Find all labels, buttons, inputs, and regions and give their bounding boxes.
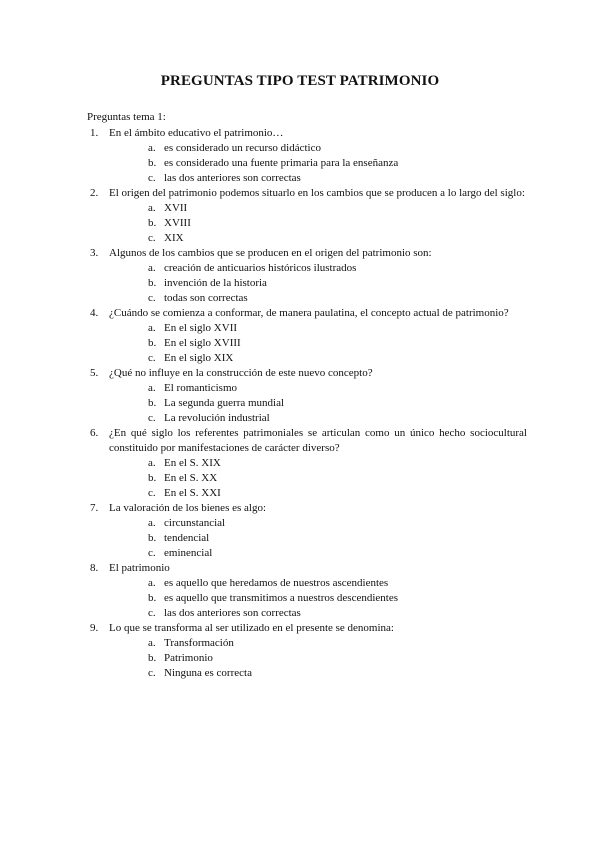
option-text: En el siglo XVII [164,322,238,334]
answer-option [128,291,527,306]
option-text: todas son correctas [164,292,248,304]
option-letter: b. [148,337,157,349]
option-text: XVIII [164,217,191,229]
option-text: La revolución industrial [164,412,270,424]
question-number: 1. [90,127,99,139]
option-text: invención de la historia [164,277,267,289]
answer-option [128,231,527,246]
option-letter: b. [148,592,157,604]
question-text: ¿En qué siglo los referentes patrimoniales se articulan como un único hecho sociocultural constituido por manifestaciones de carácter diverso? [109,427,527,454]
option-letter: b. [148,652,157,664]
question-text: ¿Cuándo se comienza a conformar, de manera paulatina, el concepto actual de patrimonio? [109,307,509,319]
option-list [109,321,527,366]
option-letter: c. [148,667,156,679]
option-text: las dos anteriores son correctas [164,607,301,619]
answer-option [128,516,527,531]
question-number: 5. [90,367,99,379]
answer-option [128,141,527,156]
question-text: El patrimonio [109,562,170,574]
question-text: En el ámbito educativo el patrimonio… [109,127,284,139]
option-text: En el siglo XVIII [164,337,241,349]
option-list [109,456,527,501]
option-text: las dos anteriores son correctas [164,172,301,184]
question-item [87,306,527,366]
answer-option [128,381,527,396]
question-number: 3. [90,247,99,259]
option-text: es considerado una fuente primaria para la enseñanza [164,157,399,169]
option-letter: c. [148,172,156,184]
question-number: 9. [90,622,99,634]
question-item [87,561,527,621]
option-letter: c. [148,547,156,559]
option-list [109,141,527,186]
question-number: 6. [90,427,99,439]
option-letter: a. [148,457,156,469]
answer-option [128,156,527,171]
question-item [87,126,527,186]
option-letter: b. [148,277,157,289]
answer-option [128,456,527,471]
answer-option [128,531,527,546]
option-text: circunstancial [164,517,226,529]
question-text: ¿Qué no influye en la construcción de este nuevo concepto? [109,367,373,379]
option-text: creación de anticuarios históricos ilustrados [164,262,357,274]
option-letter: a. [148,262,156,274]
answer-option [128,471,527,486]
answer-option [128,591,527,606]
option-text: En el S. XIX [164,457,221,469]
option-text: es aquello que transmitimos a nuestros descendientes [164,592,398,604]
option-text: Transformación [164,637,234,649]
question-item [87,501,527,561]
option-text: Ninguna es correcta [164,667,252,679]
question-item [87,186,527,246]
option-letter: b. [148,472,157,484]
option-list [109,381,527,426]
answer-option [128,651,527,666]
option-text: El romanticismo [164,382,238,394]
answer-option [128,666,527,681]
question-list [87,126,527,681]
answer-option [128,321,527,336]
option-text: En el S. XX [164,472,218,484]
option-letter: a. [148,637,156,649]
question-text: Algunos de los cambios que se producen en el origen del patrimonio son: [109,247,432,259]
answer-option [128,486,527,501]
question-item [87,366,527,426]
option-text: La segunda guerra mundial [164,397,285,409]
option-list [109,261,527,306]
question-item [87,621,527,681]
answer-option [128,336,527,351]
option-text: Patrimonio [164,652,213,664]
question-item [87,426,527,501]
option-letter: c. [148,487,156,499]
option-letter: c. [148,607,156,619]
page-title: PREGUNTAS TIPO TEST PATRIMONIO [160,73,440,89]
option-text: XIX [164,232,184,244]
answer-option [128,606,527,621]
option-letter: b. [148,532,157,544]
section-label: Preguntas tema 1: [87,111,166,123]
option-list [109,636,527,681]
option-letter: a. [148,202,156,214]
option-list [109,201,527,246]
option-letter: c. [148,292,156,304]
option-letter: c. [148,412,156,424]
option-list [109,516,527,561]
answer-option [128,171,527,186]
option-letter: c. [148,232,156,244]
option-text: es considerado un recurso didáctico [164,142,321,154]
option-text: XVII [164,202,188,214]
option-letter: a. [148,322,156,334]
option-letter: a. [148,517,156,529]
option-letter: a. [148,382,156,394]
answer-option [128,216,527,231]
answer-option [128,201,527,216]
question-text: El origen del patrimonio podemos situarlo en los cambios que se producen a lo largo del siglo: [109,187,525,199]
question-number: 7. [90,502,99,514]
option-text: En el S. XXI [164,487,221,499]
option-text: eminencial [164,547,213,559]
option-list [109,576,527,621]
option-text: tendencial [164,532,210,544]
option-letter: c. [148,352,156,364]
option-letter: a. [148,142,156,154]
question-item [87,246,527,306]
option-letter: b. [148,397,157,409]
question-number: 4. [90,307,99,319]
answer-option [128,351,527,366]
question-text: La valoración de los bienes es algo: [109,502,267,514]
option-text: es aquello que heredamos de nuestros ascendientes [164,577,389,589]
option-letter: a. [148,577,156,589]
answer-option [128,396,527,411]
question-number: 2. [90,187,99,199]
answer-option [128,636,527,651]
option-text: En el siglo XIX [164,352,234,364]
answer-option [128,546,527,561]
option-letter: b. [148,157,157,169]
question-text: Lo que se transforma al ser utilizado en el presente se denomina: [109,622,394,634]
answer-option [128,411,527,426]
answer-option [128,276,527,291]
question-number: 8. [90,562,99,574]
answer-option [128,261,527,276]
answer-option [128,576,527,591]
option-letter: b. [148,217,157,229]
